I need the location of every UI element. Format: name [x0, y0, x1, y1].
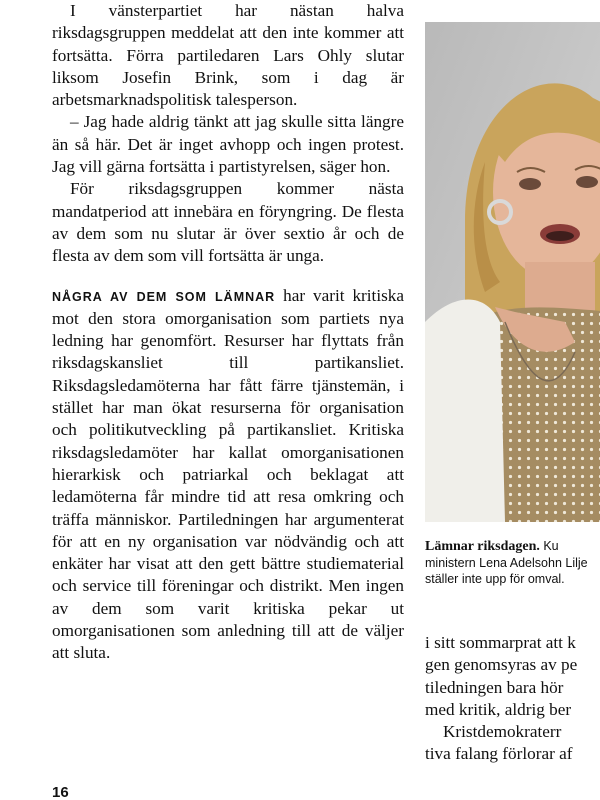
article-left-column: [52, 0, 404, 665]
right-text-line: gen genomsyras av pe: [425, 655, 578, 675]
right-text-line: tiledningen bara hör: [425, 677, 564, 697]
article-paragraph-4: [52, 285, 404, 665]
right-text-line: i sitt sommarprat att k: [425, 633, 576, 652]
article-paragraph-1: I vänsterpartiet har nästan halva riksdagsgruppen meddelat att den inte kommer att fortsätta. Förra partiledaren Lars Ohly slutar liksom Josefin Brink, som i dag är arbetsmarknadspolitisk talesperson.: [52, 1, 404, 110]
article-paragraph-3: För riksdagsgruppen kommer nästa mandatperiod att innebära en föryngring. De flesta av dem som nu slutar är över sextio år och de flesta av dem som vill fortsätta är unga.: [52, 179, 404, 266]
portrait-illustration: [425, 22, 600, 522]
caption-title: Lämnar riksdagen.: [425, 539, 540, 554]
section-kicker: NÅGRA AV DEM SOM LÄMNAR: [52, 289, 276, 304]
caption-line-1-rest: Ku: [539, 539, 559, 553]
right-text-line: Kristdemokraterr: [443, 722, 562, 742]
article-right-column: [425, 0, 600, 800]
portrait-photo: [425, 22, 600, 522]
photo-caption: [425, 538, 600, 587]
caption-line-1: [425, 538, 600, 555]
caption-line-3: ställer inte upp för omval.: [425, 572, 565, 586]
page-number: 16: [52, 784, 69, 800]
article-paragraph-4-body: har varit kritiska mot den stora omorganisation som partiets nya ledning har genomfört. Resurser har flyttats från riksdagskansliet till partikansliet. Riksdagsledamöterna har fått färre tjänstemän, i stället har man ökat resurserna för organisation och politikutveckling på partikansliet. Kritiska riksdagsledamöter har kallat omorganisationen hierarkisk och patriarkal och beklagat att ledamöterna får mindre tid att resa omkring och träffa människor. Partiledningen har argumenterat för att en ny organisation var nödvändig och att enkäter har visat att den gett bättre studiematerial och service till föreningar och distrikt. Men ingen av dem som varit kritiska pekar ut omorganisationen som anledning till att de väljer att sluta.: [52, 285, 405, 663]
article-paragraph-2: – Jag hade aldrig tänkt att jag skulle sitta längre än så här. Det är inget avhopp och ingen protest. Jag vill gärna fortsätta i partistyrelsen, säger hon.: [52, 112, 404, 177]
caption-line-2: ministern Lena Adelsohn Lilje: [425, 556, 588, 570]
right-text-line: tiva falang förlorar af: [425, 744, 573, 764]
right-text-line: med kritik, aldrig ber: [425, 699, 572, 719]
right-column-text: [425, 632, 600, 766]
